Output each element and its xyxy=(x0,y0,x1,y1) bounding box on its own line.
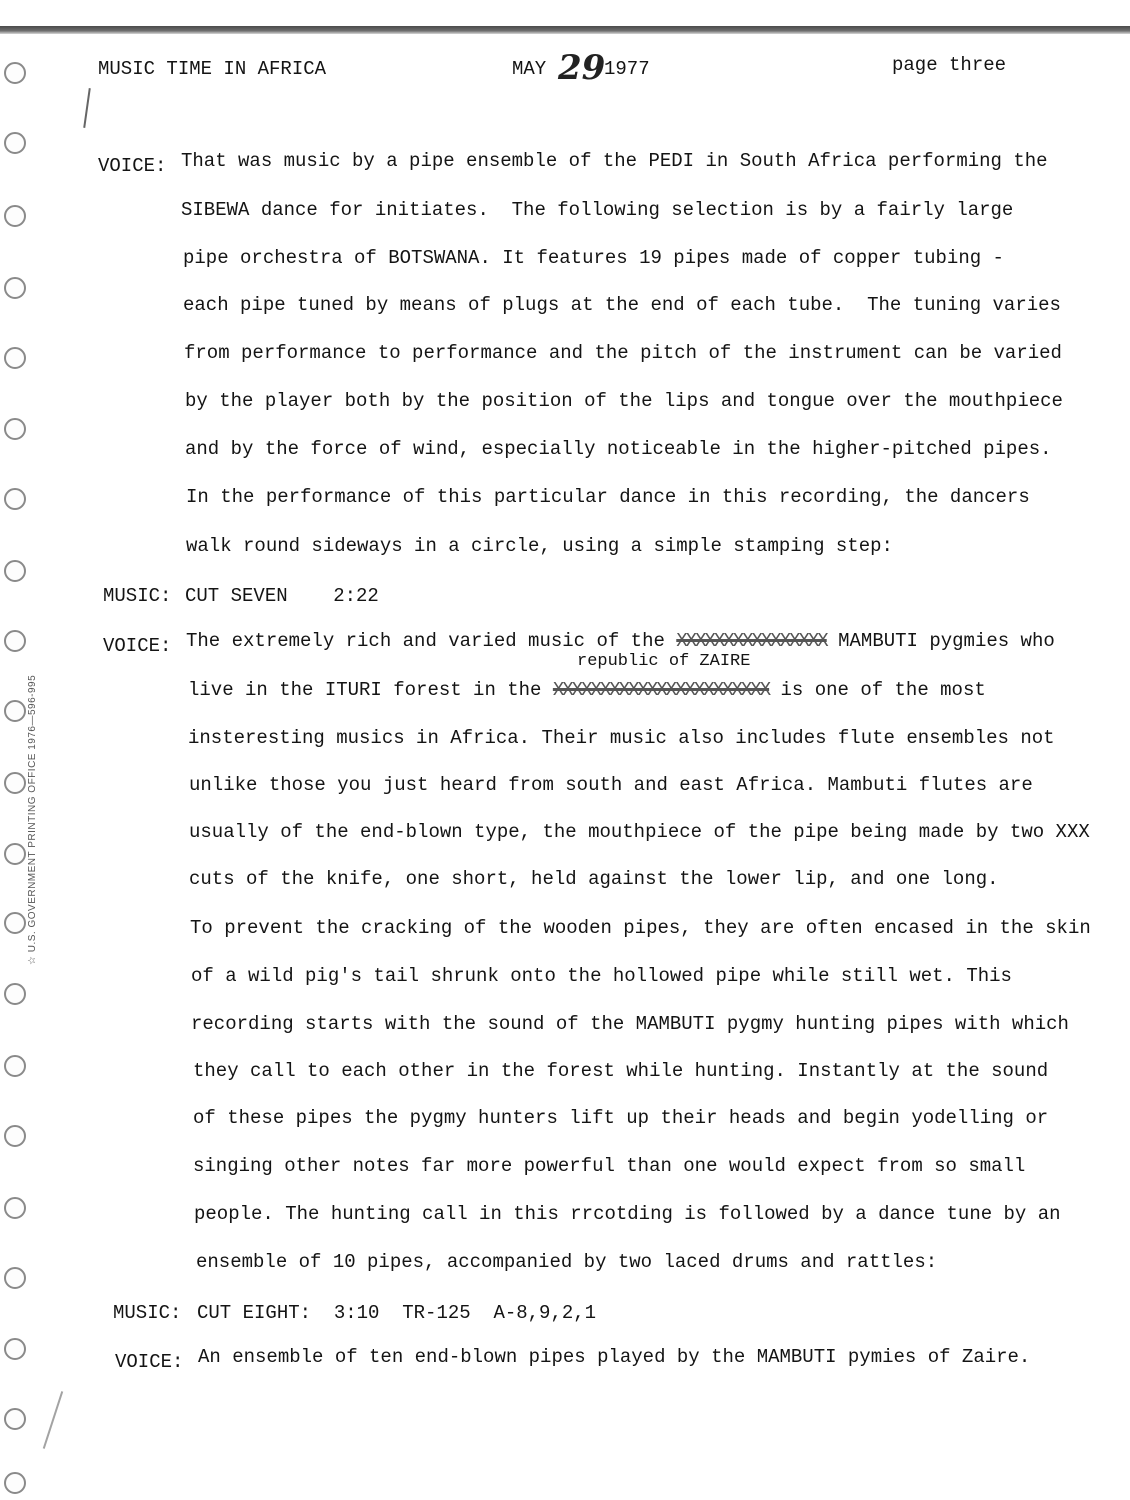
line-text: live in the ITURI forest in the xyxy=(188,679,553,701)
voice-paragraph-line: ensemble of 10 pipes, accompanied by two laced drums and rattles: xyxy=(196,1251,938,1273)
voice-paragraph-line: of a wild pig's tail shrunk onto the hollowed pipe while still wet. This xyxy=(191,965,1012,987)
voice-paragraph-line: An ensemble of ten end-blown pipes played by the MAMBUTI pymies of Zaire. xyxy=(198,1346,1031,1368)
voice-paragraph-line: In the performance of this particular dance in this recording, the dancers xyxy=(186,486,1030,508)
voice-paragraph-line: recording starts with the sound of the MAMBUTI pygmy hunting pipes with which xyxy=(191,1013,1069,1035)
voice-paragraph-line: they call to each other in the forest while hunting. Instantly at the sound xyxy=(193,1060,1049,1082)
voice-paragraph-line: each pipe tuned by means of plugs at the end of each tube. The tuning varies xyxy=(183,294,1061,316)
music-cue: CUT SEVEN 2:22 xyxy=(185,585,379,607)
feed-hole xyxy=(4,1197,26,1219)
feed-hole xyxy=(4,347,26,369)
voice-paragraph-line: cuts of the knife, one short, held against the lower lip, and one long. xyxy=(189,868,999,890)
typed-strikeout: XXXXXXXXXXXXXXXX xyxy=(676,630,827,652)
voice-paragraph-line: people. The hunting call in this rrcotding is followed by a dance tune by an xyxy=(194,1203,1061,1225)
program-title: MUSIC TIME IN AFRICA xyxy=(98,58,327,80)
voice-paragraph-line: insteresting musics in Africa. Their music also includes flute ensembles not xyxy=(188,727,1055,749)
pen-mark xyxy=(43,1391,63,1449)
feed-hole xyxy=(4,630,26,652)
voice-paragraph-line: singing other notes far more powerful than one would expect from so small xyxy=(193,1155,1026,1177)
feed-hole xyxy=(4,560,26,582)
feed-hole xyxy=(4,1125,26,1147)
feed-hole xyxy=(4,772,26,794)
voice-paragraph-line: pipe orchestra of BOTSWANA. It features 19 pipes made of copper tubing - xyxy=(183,247,1004,269)
voice-paragraph-line: To prevent the cracking of the wooden pipes, they are often encased in the skin xyxy=(190,917,1091,939)
feed-hole xyxy=(4,983,26,1005)
feed-hole xyxy=(4,132,26,154)
voice-paragraph-line: and by the force of wind, especially noticeable in the higher-pitched pipes. xyxy=(185,438,1052,460)
voice-paragraph-line: That was music by a pipe ensemble of the PEDI in South Africa performing the xyxy=(181,150,1048,172)
feed-hole xyxy=(4,62,26,84)
page-number: page three xyxy=(892,54,1007,76)
voice-paragraph-line xyxy=(186,630,1055,652)
voice-label: VOICE: xyxy=(115,1351,184,1373)
music-label: MUSIC: xyxy=(113,1302,182,1324)
feed-hole xyxy=(4,277,26,299)
voice-label: VOICE: xyxy=(98,155,167,177)
voice-label: VOICE: xyxy=(103,635,172,657)
voice-paragraph-line: unlike those you just heard from south and east Africa. Mambuti flutes are xyxy=(189,774,1033,796)
feed-hole xyxy=(4,1338,26,1360)
feed-hole xyxy=(4,843,26,865)
feed-hole xyxy=(4,700,26,722)
voice-paragraph-line: SIBEWA dance for initiates. The following selection is by a fairly large xyxy=(181,199,1014,221)
line-text: is one of the most xyxy=(769,679,986,701)
date-month: MAY xyxy=(512,58,547,80)
voice-paragraph-line: usually of the end-blown type, the mouthpiece of the pipe being made by two XXX xyxy=(189,821,1090,843)
feed-hole xyxy=(4,418,26,440)
feed-hole xyxy=(4,912,26,934)
voice-paragraph-line xyxy=(188,679,986,701)
date-day-handwritten: 29 xyxy=(558,48,606,88)
feed-hole xyxy=(4,1055,26,1077)
voice-paragraph-line: by the player both by the position of the lips and tongue over the mouthpiece xyxy=(185,390,1063,412)
typed-insertion: republic of ZAIRE xyxy=(577,652,751,671)
line-text: The extremely rich and varied music of the xyxy=(186,630,677,652)
pen-mark xyxy=(83,88,91,128)
voice-paragraph-line: walk round sideways in a circle, using a simple stamping step: xyxy=(186,535,893,557)
voice-paragraph-line: of these pipes the pygmy hunters lift up their heads and begin yodelling or xyxy=(193,1107,1049,1129)
music-label: MUSIC: xyxy=(103,585,172,607)
typed-strikeout: XXXXXXXXXXXXXXXXXXXXXXX xyxy=(552,679,770,701)
feed-hole xyxy=(4,488,26,510)
feed-hole xyxy=(4,205,26,227)
feed-hole xyxy=(4,1267,26,1289)
date-year: 1977 xyxy=(604,58,650,80)
printing-office-imprint: ☆ U.S. GOVERNMENT PRINTING OFFICE 1976—596-995 xyxy=(27,674,38,965)
feed-hole xyxy=(4,1408,26,1430)
music-cue: CUT EIGHT: 3:10 TR-125 A-8,9,2,1 xyxy=(197,1302,597,1324)
line-text: MAMBUTI pygmies who xyxy=(826,630,1055,652)
voice-paragraph-line: from performance to performance and the pitch of the instrument can be varied xyxy=(184,342,1062,364)
feed-hole xyxy=(4,1472,26,1494)
top-edge-band xyxy=(0,26,1130,34)
